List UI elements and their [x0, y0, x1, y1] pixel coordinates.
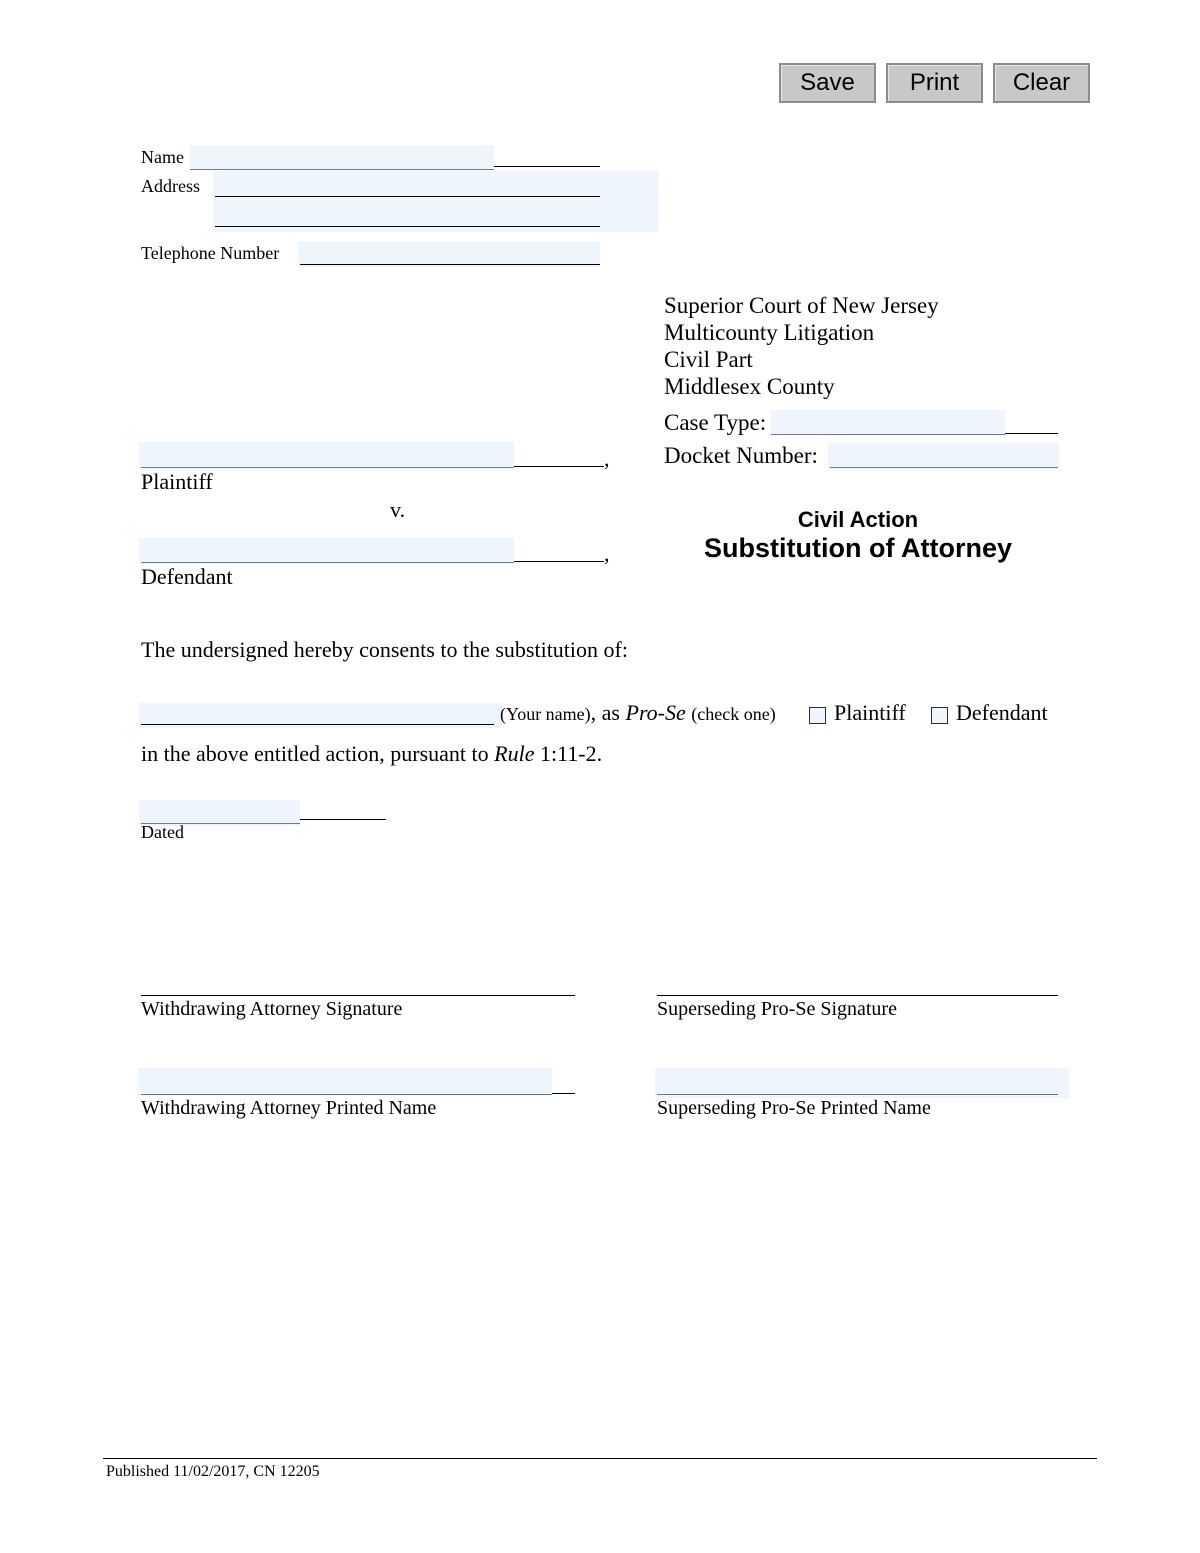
defendant-checkbox[interactable]: [931, 707, 948, 724]
defendant-underline: [141, 562, 514, 563]
name-field[interactable]: [190, 145, 494, 170]
docket-number-field[interactable]: [828, 443, 1059, 469]
your-name-hint: (Your name): [500, 704, 591, 724]
superseding-signature-line: [657, 995, 1058, 996]
rule-sentence: [141, 741, 602, 767]
docket-underline: [830, 467, 1058, 468]
plaintiff-comma: ,: [604, 446, 610, 471]
defendant-name-field[interactable]: [139, 538, 514, 564]
address-label: Address: [141, 176, 200, 196]
court-part: Civil Part: [664, 347, 753, 372]
case-type-label: Case Type:: [664, 410, 767, 435]
rule-number: 1:11-2.: [534, 741, 603, 766]
pro-se-text: Pro-Se: [625, 700, 686, 725]
plaintiff-underline-end: [514, 466, 604, 467]
rule-word: Rule: [494, 741, 535, 766]
your-name-underline: [141, 724, 494, 725]
court-county: Middlesex County: [664, 374, 835, 399]
save-button[interactable]: Save: [779, 63, 876, 103]
action-text: in the above entitled action, pursuant to: [141, 741, 495, 766]
docket-label: Docket Number:: [664, 443, 818, 468]
defendant-comma: ,: [604, 541, 610, 566]
address-line2-field[interactable]: [213, 202, 599, 227]
case-type-underline: [771, 434, 1005, 435]
name-label: Name: [141, 147, 184, 167]
case-type-underline-end: [1005, 433, 1058, 434]
pro-se-sentence: [500, 700, 776, 726]
consent-text: The undersigned hereby consents to the substitution of:: [141, 637, 628, 662]
superseding-signature-label: Superseding Pro-Se Signature: [657, 998, 897, 1020]
page-title: Substitution of Attorney: [704, 533, 1012, 563]
name-underline-end: [494, 166, 600, 167]
address-line1-underline: [215, 196, 600, 197]
withdrawing-printed-underline: [141, 1094, 552, 1095]
defendant-label: Defendant: [141, 564, 233, 589]
court-name: Superior Court of New Jersey: [664, 293, 939, 318]
address-line2-underline: [215, 226, 600, 227]
versus-text: v.: [390, 497, 406, 522]
superseding-printed-label: Superseding Pro-Se Printed Name: [657, 1097, 931, 1119]
superseding-printed-underline: [657, 1094, 1058, 1095]
court-litigation: Multicounty Litigation: [664, 320, 875, 345]
withdrawing-signature-label: Withdrawing Attorney Signature: [141, 998, 403, 1020]
plaintiff-option-label: Plaintiff: [834, 700, 906, 725]
dated-label: Dated: [141, 822, 184, 842]
address-line1-field[interactable]: [213, 172, 599, 197]
defendant-underline-end: [514, 561, 604, 562]
defendant-option-label: Defendant: [956, 700, 1048, 725]
plaintiff-name-field[interactable]: [139, 442, 514, 469]
title-civil-action: Civil Action: [797, 507, 919, 532]
published-text: Published 11/02/2017, CN 12205: [106, 1463, 320, 1480]
plaintiff-checkbox[interactable]: [809, 707, 826, 724]
name-underline: [190, 169, 494, 170]
telephone-underline: [300, 264, 600, 265]
plaintiff-underline: [141, 467, 514, 468]
check-one-hint: (check one): [691, 704, 776, 724]
plaintiff-label: Plaintiff: [141, 469, 213, 494]
clear-button[interactable]: Clear: [993, 63, 1090, 103]
withdrawing-printed-label: Withdrawing Attorney Printed Name: [141, 1097, 437, 1119]
print-button[interactable]: Print: [886, 63, 983, 103]
as-text: , as: [590, 700, 626, 725]
telephone-label: Telephone Number: [141, 243, 280, 263]
withdrawing-printed-name-field[interactable]: [138, 1068, 552, 1096]
withdrawing-signature-line: [141, 995, 575, 996]
withdrawing-printed-underline-end: [552, 1093, 575, 1094]
dated-underline-end: [300, 819, 386, 820]
footer-rule: [103, 1458, 1097, 1459]
case-type-field[interactable]: [771, 410, 1005, 435]
